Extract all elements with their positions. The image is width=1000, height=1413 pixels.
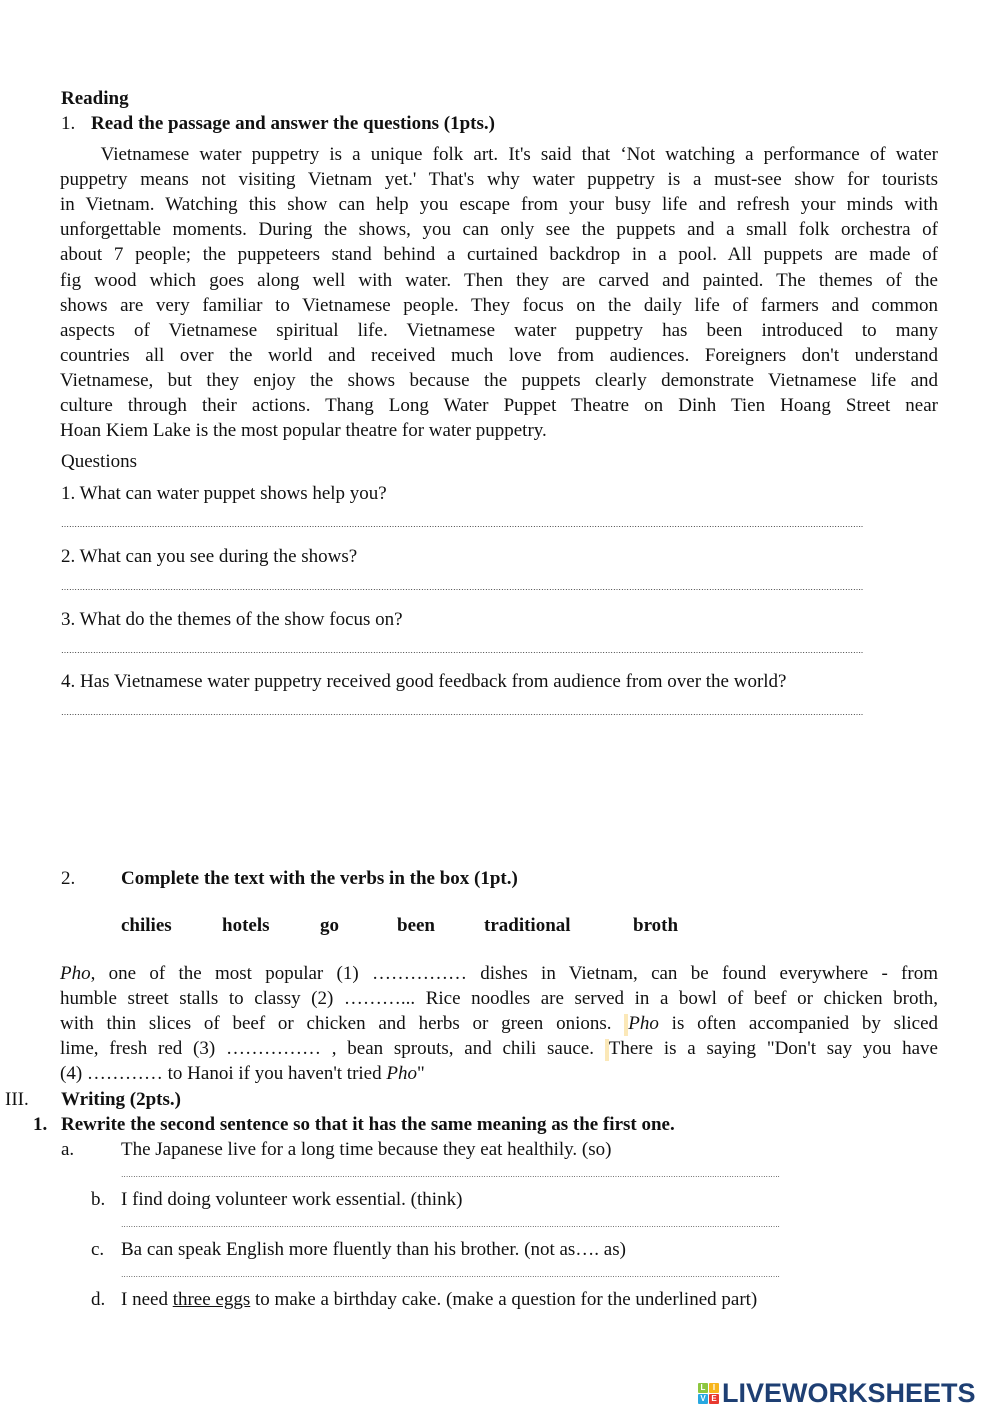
logo-tile: V: [698, 1394, 708, 1404]
text: There is a saying "Don't say you have: [608, 1038, 938, 1059]
question-3: 3. What do the themes of the show focus on?: [61, 609, 403, 630]
section-heading-reading: Reading: [61, 88, 129, 109]
task-number: 1.: [61, 113, 76, 134]
question-1: 1. What can water puppet shows help you?: [61, 483, 387, 504]
item-d-text: [121, 1288, 757, 1312]
item-label: c.: [91, 1239, 105, 1260]
text: I need: [121, 1289, 173, 1310]
word-box-item: hotels: [222, 915, 270, 936]
pho-text-line: humble street stalls to classy (2) ………... Rice noodles are served in a bowl of beef or chicken broth,: [60, 988, 938, 1009]
pho-text-line: [60, 962, 938, 986]
word-box-item: go: [320, 915, 339, 936]
passage-line: Vietnamese water puppetry is a unique folk art. It's said that ‘Not watching a performance of water: [60, 144, 939, 165]
logo-tiles-icon: [698, 1383, 719, 1404]
passage-line: unforgettable moments. During the shows, you can only see the puppets and a small folk orchestra of: [60, 219, 938, 241]
task-2-title: Complete the text with the verbs in the box (1pt.): [121, 868, 518, 889]
item-c-text: Ba can speak English more fluently than his brother. (not as…. as): [121, 1239, 626, 1260]
answer-line-1[interactable]: ………………………………………………………………………………………………………………………………………………………………………………………………………………………………………………………………………….: [61, 520, 863, 529]
word-box-item: broth: [633, 915, 679, 936]
word-box-item: traditional: [484, 915, 571, 936]
answer-line-4[interactable]: ………………………………………………………………………………………………………………………………………………………………………………………………………………………………………………………………………….: [61, 708, 863, 717]
answer-line-c[interactable]: ……………………………………………………………………………………………………………………………………………………………………………………………………………………………………………….: [121, 1270, 780, 1279]
pho-text-line: [60, 1037, 938, 1061]
writing-task-title: Rewrite the second sentence so that it has the same meaning as the first one.: [61, 1114, 675, 1135]
logo-text: LIVEWORKSHEETS: [722, 1378, 976, 1408]
word-box-item: been: [397, 915, 435, 936]
pho-word: Pho: [60, 963, 91, 984]
pho-text-line: [60, 1062, 938, 1086]
pho-text-line: [60, 1012, 938, 1036]
passage-line: countries all over the world and received much love from audiences. Foreigners don't understand: [60, 344, 938, 366]
questions-label: Questions: [61, 451, 137, 472]
word-box-item: chilies: [121, 915, 172, 936]
item-a-text: The Japanese live for a long time because they eat healthily. (so): [121, 1139, 612, 1160]
pho-word: Pho: [386, 1063, 417, 1084]
passage-line: Vietnamese, but they enjoy the shows because the puppets clearly demonstrate Vietnamese life and: [60, 369, 938, 391]
underlined-part: three eggs: [172, 1289, 251, 1310]
section-number: III.: [5, 1089, 29, 1110]
logo-tile: L: [698, 1383, 708, 1393]
answer-line-3[interactable]: ………………………………………………………………………………………………………………………………………………………………………………………………………………………………………………………………………….: [61, 646, 863, 655]
passage-line: puppetry means not visiting Vietnam yet.' That's why water puppetry is a must-see show for tourists: [60, 169, 938, 191]
question-2: 2. What can you see during the shows?: [61, 546, 358, 567]
logo-tile: E: [709, 1394, 719, 1404]
text: (4) ………… to Hanoi if you haven't tried: [60, 1063, 387, 1084]
passage-line: Hoan Kiem Lake is the most popular theatre for water puppetry.: [60, 420, 547, 442]
question-4: 4. Has Vietnamese water puppetry received good feedback from audience from over the world?: [61, 671, 787, 692]
item-b-text: I find doing volunteer work essential. (think): [121, 1189, 463, 1210]
section-title: Writing (2pts.): [61, 1089, 181, 1110]
task-2-number: 2.: [61, 868, 76, 889]
liveworksheets-logo: [698, 1378, 976, 1409]
pho-word: Pho: [628, 1013, 659, 1034]
answer-line-2[interactable]: ………………………………………………………………………………………………………………………………………………………………………………………………………………………………………………………………………….: [61, 583, 863, 592]
answer-line-b[interactable]: ……………………………………………………………………………………………………………………………………………………………………………………………………………………………………………….: [121, 1220, 780, 1229]
writing-task-number: 1.: [33, 1114, 48, 1135]
text: to make a birthday cake. (make a question for the underlined part): [250, 1289, 758, 1310]
passage-line: shows are very familiar to Vietnamese people. They focus on the daily life of farmers and common: [60, 294, 938, 316]
text: lime, fresh red (3) …………… , bean sprouts, and chili sauce.: [60, 1038, 594, 1059]
passage-line: about 7 people; the puppeteers stand behind a curtained backdrop in a pool. All puppets are made of: [60, 244, 938, 266]
text: , one of the most popular (1) …………… dishes in Vietnam, can be found everywhere - from: [90, 963, 938, 984]
answer-line-a[interactable]: ……………………………………………………………………………………………………………………………………………………………………………………………………………………………………………….: [121, 1170, 780, 1179]
task-title: Read the passage and answer the questions (1pts.): [91, 113, 495, 134]
item-label: a.: [61, 1139, 75, 1160]
text: ": [416, 1063, 425, 1084]
passage-line: fig wood which goes along well with water. Then they are carved and painted. The themes of the: [60, 269, 938, 291]
passage-line: in Vietnam. Watching this show can help you escape from your busy life and refresh your minds with: [60, 194, 938, 216]
logo-tile: I: [709, 1383, 719, 1393]
item-label: d.: [91, 1289, 106, 1310]
passage-line: culture through their actions. Thang Long Water Puppet Theatre on Dinh Tien Hoang Street near: [60, 395, 938, 416]
item-label: b.: [91, 1189, 106, 1210]
passage-line: aspects of Vietnamese spiritual life. Vietnamese water puppetry has been introduced to many: [60, 319, 938, 341]
text: with thin slices of beef or chicken and herbs or green onions.: [60, 1013, 612, 1034]
text: is often accompanied by sliced: [658, 1013, 938, 1034]
